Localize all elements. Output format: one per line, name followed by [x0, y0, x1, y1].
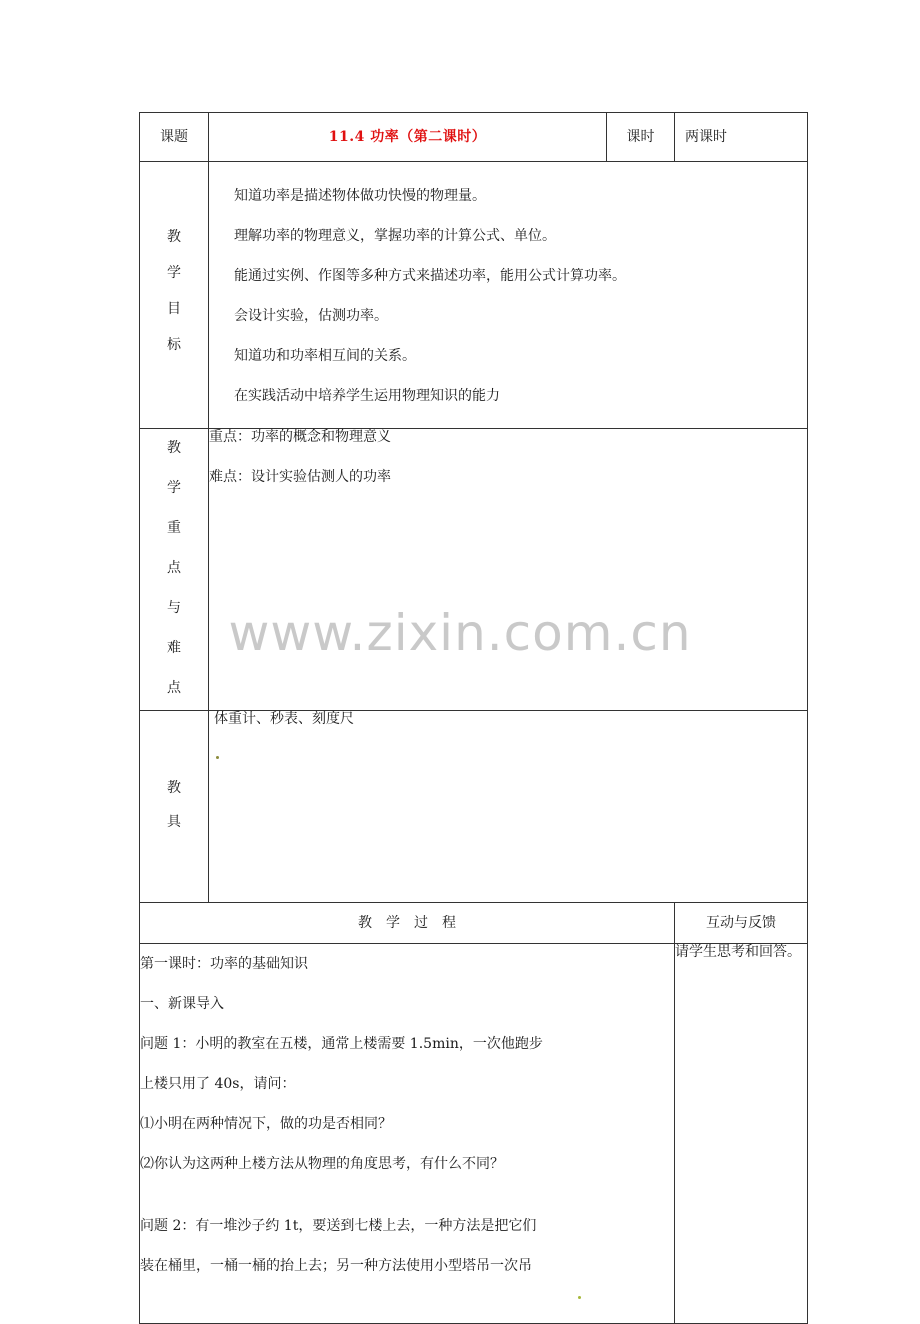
process-line: 一、新课导入: [140, 996, 224, 1012]
hours-label: 课时: [607, 113, 675, 162]
tools-text: 体重计、秒表、刻度尺: [214, 711, 354, 727]
feedback-header: 互动与反馈: [675, 903, 808, 944]
objective-item: 知道功和功率相互间的关系。: [234, 348, 416, 364]
lesson-title: 11.4 功率（第二课时）: [209, 113, 607, 162]
objectives-content: [209, 162, 808, 429]
process-line: ⑵你认为这两种上楼方法从物理的角度思考，有什么不同？: [140, 1156, 504, 1172]
hours-value: 两课时: [675, 113, 808, 162]
process-content: [140, 944, 675, 1324]
key-points-row: [140, 429, 808, 711]
objective-item: 在实践活动中培养学生运用物理知识的能力: [234, 388, 500, 404]
process-body-row: [140, 944, 808, 1324]
key-point-item: 重点：功率的概念和物理意义: [209, 429, 391, 445]
objective-item: 能通过实例、作图等多种方式来描述功率，能用公式计算功率。: [234, 268, 626, 284]
watermark: www.zixin.com.cn: [228, 604, 692, 662]
tools-label-char: 教: [167, 779, 181, 796]
spacer: [140, 1184, 674, 1206]
objectives-label: [140, 162, 209, 429]
process-line: 第一课时：功率的基础知识: [140, 956, 308, 972]
marker-dot: [578, 1296, 581, 1299]
topic-label: 课题: [140, 113, 209, 162]
objectives-label-char: 学: [167, 265, 181, 281]
key-label-char: 点: [167, 679, 181, 696]
objective-item: 知道功率是描述物体做功快慢的物理量。: [234, 188, 486, 204]
tools-row: [140, 711, 808, 903]
process-line: ⑴小明在两种情况下，做的功是否相同？: [140, 1116, 392, 1132]
tools-label: [140, 711, 209, 903]
header-row: [140, 113, 808, 162]
key-label-char: 重: [167, 519, 181, 536]
objective-item: 理解功率的物理意义，掌握功率的计算公式、单位。: [234, 228, 556, 244]
key-label-char: 教: [167, 439, 181, 456]
process-line: 问题 2：有一堆沙子约 1t，要送到七楼上去，一种方法是把它们: [140, 1218, 537, 1234]
process-line: 问题 1：小明的教室在五楼，通常上楼需要 1.5min，一次他跑步: [140, 1036, 543, 1052]
key-points-content: [209, 429, 808, 711]
objectives-label-char: 教: [167, 229, 181, 245]
key-label-char: 点: [167, 559, 181, 576]
objectives-label-char: 标: [167, 337, 181, 353]
feedback-content: 请学生思考和回答。: [675, 944, 808, 1324]
process-line: 装在桶里，一桶一桶的抬上去；另一种方法使用小型塔吊一次吊: [140, 1258, 532, 1274]
key-label-char: 学: [167, 479, 181, 496]
process-header-row: [140, 903, 808, 944]
key-label-char: 难: [167, 639, 181, 656]
process-line: 上楼只用了 40s，请问：: [140, 1076, 296, 1092]
difficulty-item: 难点：设计实验估测人的功率: [209, 469, 391, 485]
objectives-label-char: 目: [167, 301, 181, 317]
objective-item: 会设计实验，估测功率。: [234, 308, 388, 324]
marker-dot: [216, 756, 219, 759]
objectives-row: [140, 162, 808, 429]
key-label-char: 与: [167, 599, 181, 616]
lesson-plan-table: [139, 112, 808, 1324]
process-header: 教 学 过 程: [140, 903, 675, 944]
tools-content: [209, 711, 808, 903]
tools-label-char: 具: [167, 813, 181, 830]
key-points-label: [140, 429, 209, 711]
